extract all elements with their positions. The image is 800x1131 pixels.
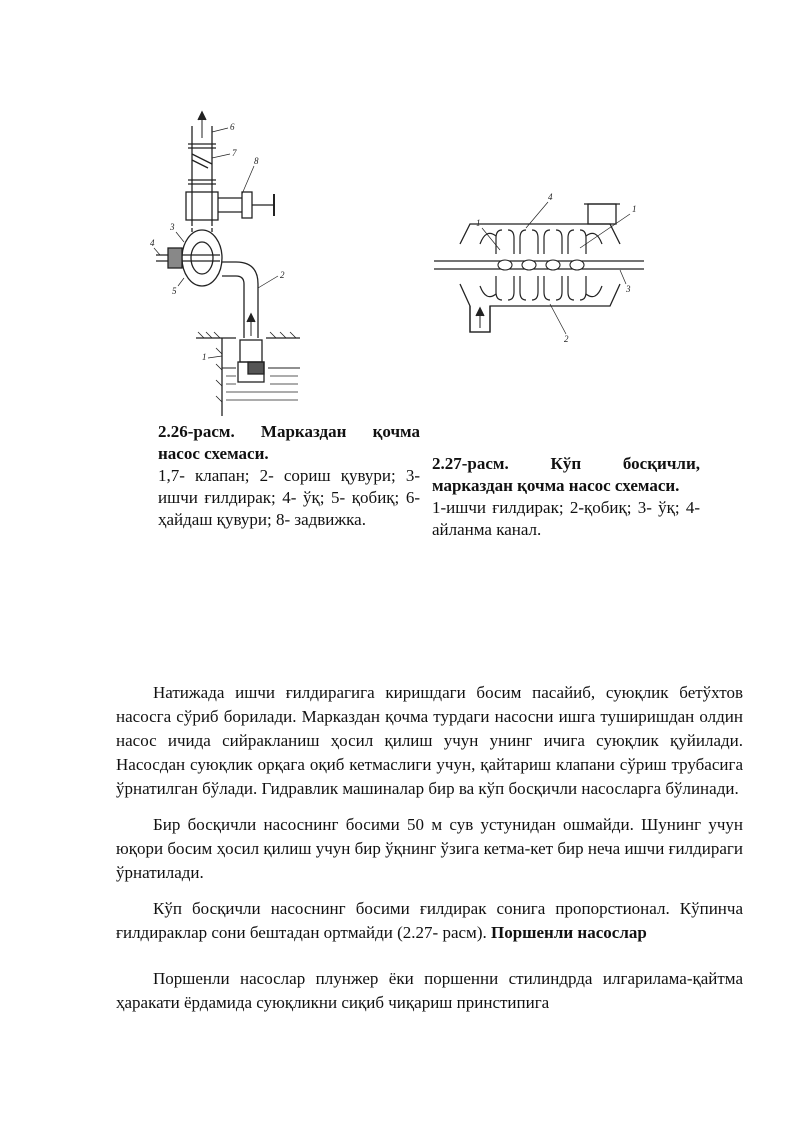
paragraph-3 bbox=[116, 897, 743, 945]
figure-multistage-pump bbox=[430, 188, 648, 346]
figure2-caption-title: 2.27-расм. Кўп босқичли, марказдан қочма насос схемаси. bbox=[432, 454, 700, 495]
fig2-label-4: 4 bbox=[548, 192, 553, 202]
centrifugal-pump-drawing bbox=[150, 108, 302, 420]
figure1-caption-text: 1,7- клапан; 2- сориш қувури; 3- ишчи ғилдирак; 4- ўқ; 5- қобиқ; 6- ҳайдаш қувури; 8- задвижка. bbox=[158, 466, 420, 529]
fig1-label-7: 7 bbox=[232, 148, 237, 158]
section-heading-piston-pumps: Поршенли насослар bbox=[490, 923, 647, 942]
figure2-caption-text: 1-ишчи ғилдирак; 2-қобиқ; 3- ўқ; 4- айланма канал. bbox=[432, 498, 700, 539]
fig1-label-4: 4 bbox=[150, 238, 155, 248]
fig2-label-1-right: 1 bbox=[632, 204, 637, 214]
fig1-label-2: 2 bbox=[280, 270, 285, 280]
figure1-caption bbox=[158, 421, 420, 531]
fig2-label-2: 2 bbox=[564, 334, 569, 344]
fig1-label-3: 3 bbox=[170, 222, 175, 232]
fig1-label-1: 1 bbox=[202, 352, 207, 362]
fig1-label-8: 8 bbox=[254, 156, 259, 166]
fig2-label-3: 3 bbox=[626, 284, 631, 294]
fig2-label-1-left: 1 bbox=[476, 218, 481, 228]
paragraph-4: Поршенли насослар плунжер ёки поршенни стилиндрда илгарилама-қайтма ҳаракати ёрдамида суюқликни сиқиб чиқариш принстипига bbox=[116, 969, 743, 1012]
paragraph-1: Натижада ишчи ғилдирагига киришдаги босим пасайиб, суюқлик бетўхтов насосга сўриб борилади. Марказдан қочма турдаги насосни ишга туширишдан олдин насос ичида сийракланиш ҳосил қилиш учун унинг ичига суюқлик қуйилади. Насосдан суюқлик орқага оқиб кетмаслиги учун, қайтариш клапани сўриш трубасига ўрнатилган бўлади. Гидравлик машиналар бир ва кўп босқичли насосларга бўлинади. bbox=[116, 683, 743, 798]
fig1-label-6: 6 bbox=[230, 122, 235, 132]
figure2-caption bbox=[432, 453, 700, 541]
paragraph-2: Бир босқичли насоснинг босими 50 м сув устунидан ошмайди. Шунинг учун юқори босим ҳосил қилиш учун бир ўқнинг ўзига кетма-кет бир неча ишчи ғилдираги ўрнатилади. bbox=[116, 815, 743, 882]
fig1-label-5: 5 bbox=[172, 286, 177, 296]
body-text bbox=[116, 681, 743, 1027]
figure1-caption-title: 2.26-расм. Марказдан қочма насос схемаси. bbox=[158, 422, 420, 463]
multistage-pump-drawing bbox=[430, 188, 648, 346]
paragraph-3-text: Кўп босқичли насоснинг босими ғилдирак сонига пропорстионал. Кўпинча ғилдираклар сони бештадан ортмайди (2.27- расм). bbox=[116, 899, 743, 942]
figure-centrifugal-pump bbox=[150, 108, 302, 420]
